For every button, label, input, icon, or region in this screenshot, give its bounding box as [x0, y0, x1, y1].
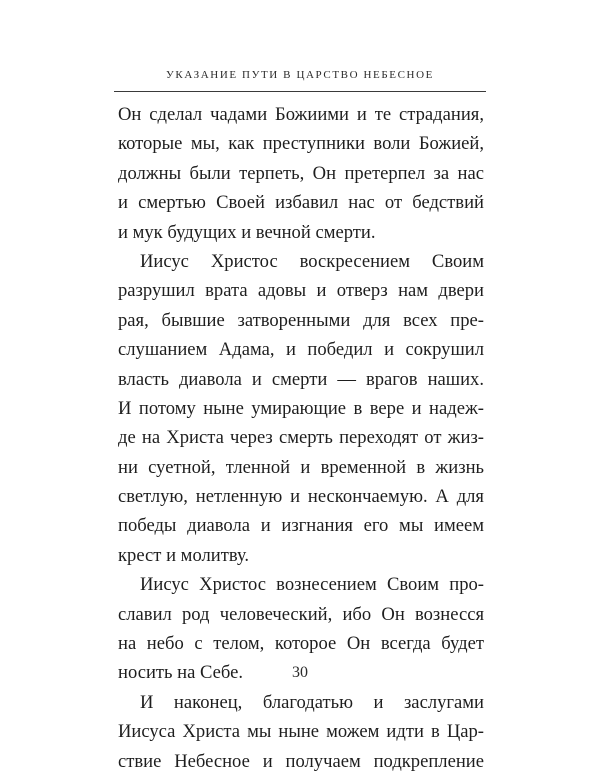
text-line: Иисус Христос воскресением Своим — [140, 250, 484, 272]
text-line: Иисуса Христа мы ныне можем идти в Цар- — [118, 721, 484, 743]
text-line: власть диавола и смерти — врагов наших. — [118, 368, 484, 390]
text-line: должны были терпеть, Он претерпел за нас — [118, 162, 484, 184]
text-line: Иисус Христос вознесением Своим про- — [140, 574, 484, 596]
text-line: носить на Себе. — [118, 662, 244, 684]
text-line: слушанием Адама, и победил и сокрушил — [118, 339, 484, 361]
text-line: которые мы, как преступники воли Божией, — [118, 133, 484, 155]
text-line: рая, бывшие затворенными для всех пре- — [118, 309, 484, 331]
text-line: де на Христа через смерть переходят от жиз- — [118, 427, 484, 449]
header-rule — [114, 91, 486, 92]
text-line: разрушил врата адовы и отверз нам двери — [118, 280, 484, 302]
text-line: Он сделал чадами Божиими и те страдания, — [118, 104, 484, 125]
text-line: ни суетной, тленной и временной в жизнь — [118, 456, 484, 478]
text-line: победы диавола и изгнания его мы имеем — [118, 515, 484, 537]
text-line: и смертью Своей избавил нас от бедствий — [118, 192, 484, 214]
text-line: на небо с телом, которое Он всегда будет — [118, 633, 484, 655]
page-number: 30 — [292, 664, 308, 681]
text-line: светлую, нетленную и нескончаемую. А для — [118, 486, 484, 508]
text-line: славил род человеческий, ибо Он вознесся — [118, 603, 484, 625]
text-line: И наконец, благодатью и заслугами — [140, 691, 484, 713]
text-line: И потому ныне умирающие в вере и надеж- — [118, 397, 484, 419]
text-line: и мук будущих и вечной смерти. — [118, 221, 376, 243]
text-line: крест и молитву. — [118, 544, 250, 566]
text-line: ствие Небесное и получаем подкрепление — [118, 750, 484, 772]
running-head: УКАЗАНИЕ ПУТИ В ЦАРСТВО НЕБЕСНОЕ — [166, 69, 434, 81]
